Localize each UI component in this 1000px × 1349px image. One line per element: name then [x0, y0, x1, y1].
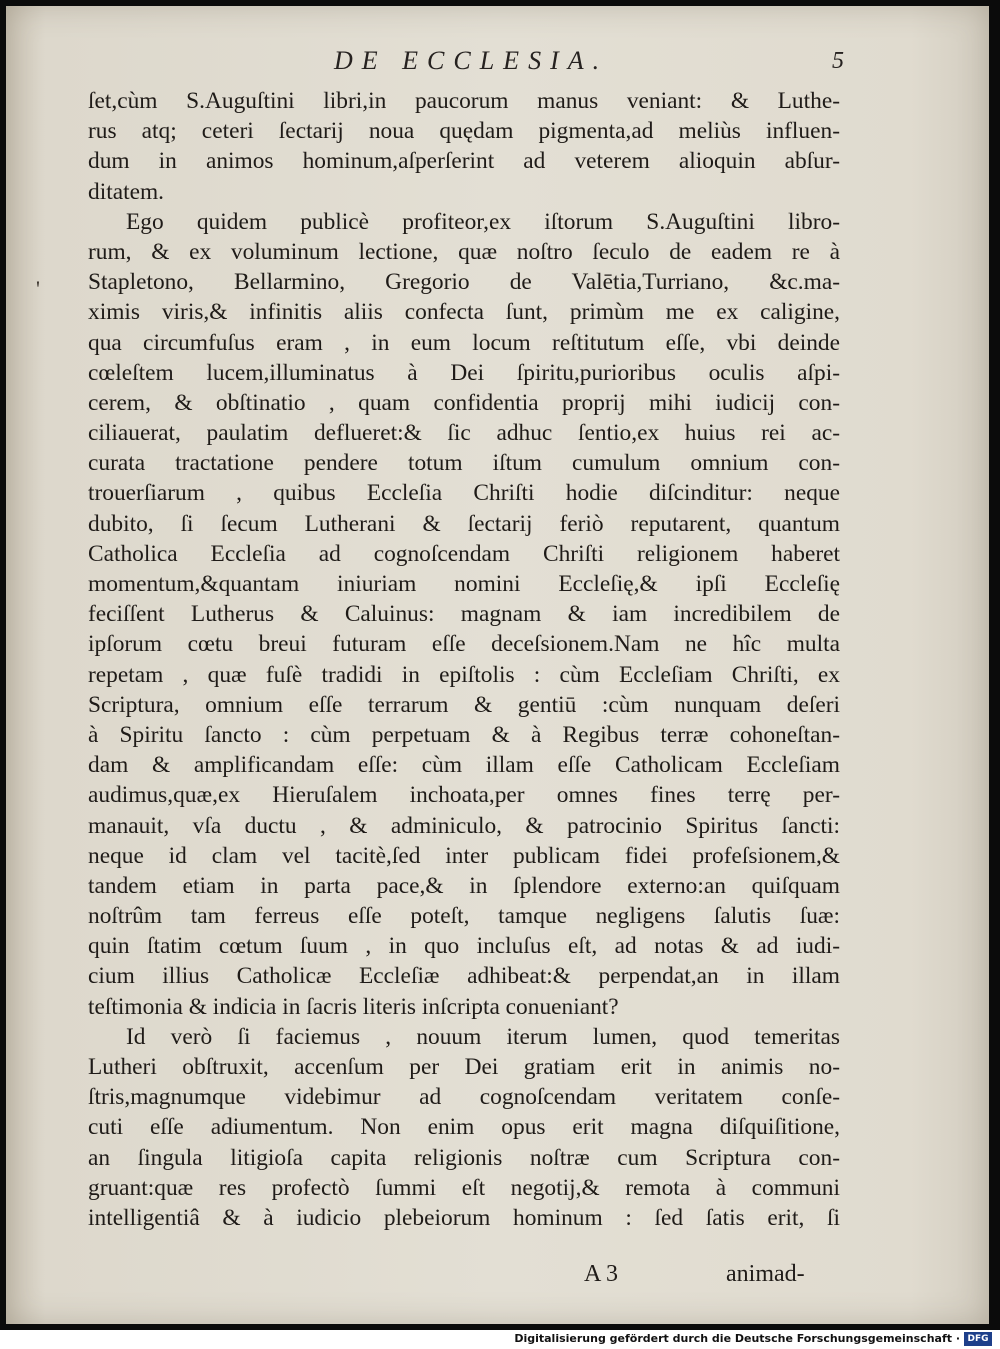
text-line: ditatem. [88, 178, 164, 205]
text-line: cerem, & obſtinatio , quam confidentia proprij mihi iudicij con- [88, 389, 840, 416]
text-line: dum in animos hominum,aſperſerint ad veterem alioquin abſur- [88, 148, 840, 175]
text-line: dubito, ſi ſecum Lutherani & ſectarij feriò reputarent, quantum [88, 510, 840, 537]
text-line: ipſorum cœtu breui futuram eſſe deceſsionem.Nam ne hîc multa [88, 631, 840, 658]
running-head: DE ECCLESIA. [334, 46, 609, 75]
text-line: teſtimonia & indicia in ſacris literis inſcripta conueniant? [88, 993, 619, 1020]
text-line: trouerſiarum , quibus Eccleſia Chriſti hodie diſcinditur: neque [88, 480, 840, 507]
body-text [88, 86, 840, 1233]
text-line: noſtrûm tam ferreus eſſe poteſt, tamque negligens ſalutis ſuæ: [88, 903, 840, 930]
text-line: cuti eſſe adiumentum. Non enim opus erit magna diſquiſitione, [88, 1114, 840, 1141]
text-line: ſtris,magnumque videbimur ad cognoſcendam veritatem conſe- [88, 1084, 840, 1111]
margin-mark: ' [36, 276, 40, 301]
page-header [6, 46, 989, 86]
text-line: ſet,cùm S.Auguſtini libri,in paucorum manus veniant: & Luthe- [88, 88, 840, 114]
credit-text: Digitalisierung gefördert durch die Deutsche Forschungsgemeinschaft · [514, 1332, 960, 1345]
text-line: an ſingula litigioſa capita religionis noſtræ cum Scriptura con- [88, 1144, 840, 1171]
text-line: intelligentiâ & à iudicio plebeiorum hominum : ſed ſatis erit, ſi [88, 1204, 840, 1231]
text-line: tandem etiam in parta pace,& in ſplendore externo:an quiſquam [88, 872, 840, 899]
text-line: momentum,&quantam iniuriam nomini Eccleſię,& ipſi Eccleſię [88, 571, 840, 597]
text-line: Lutheri obſtruxit, accenſum per Dei gratiam erit in animis no- [88, 1054, 840, 1080]
text-line: dam & amplificandam eſſe: cùm illam eſſe Catholicam Eccleſiam [88, 752, 840, 779]
text-line: neque id clam vel tacitè,ſed inter publicam fidei profeſsionem,& [88, 842, 840, 869]
dfg-logo-icon: DFG [964, 1332, 992, 1346]
text-line: Stapletono, Bellarmino, Gregorio de Valētia,Turriano, &c.ma- [88, 269, 840, 296]
catchword: animad- [726, 1261, 805, 1287]
text-line: feciſſent Lutherus & Caluinus: magnam & iam incredibilem de [88, 601, 840, 628]
text-line: manauit, vſa ductu , & adminiculo, & patrocinio Spiritus ſancti: [88, 812, 840, 839]
text-line: rus atq; ceteri ſectarij noua quędam pigmenta,ad meliùs influen- [88, 118, 840, 145]
page-number: 5 [832, 48, 844, 74]
text-line: repetam , quæ fuſè tradidi in epiſtolis : cùm Eccleſiam Chriſti, ex [88, 661, 840, 688]
text-line: Ego quidem publicè profiteor,ex iſtorum S.Auguſtini libro- [126, 208, 840, 235]
text-line: curata tractatione pendere totum iſtum cumulum omnium con- [88, 450, 840, 477]
book-page [6, 6, 989, 1324]
text-line: à Spiritu ſancto : cùm perpetuam & à Regibus terræ cohoneſtan- [88, 721, 840, 748]
text-line: quin ſtatim cœtum ſuum , in quo incluſus eſt, ad notas & ad iudi- [88, 933, 840, 960]
text-line: Id verò ſi faciemus , nouum iterum lumen, quod temeritas [126, 1023, 840, 1050]
text-line: qua circumfuſus eram , in eum locum reſtitutum eſſe, vbi deinde [88, 329, 840, 356]
text-line: rum, & ex voluminum lectione, quæ noſtro ſeculo de eadem re à [88, 238, 840, 265]
text-line: ciliauerat, paulatim deflueret:& ſic adhuc ſentio,ex huius rei ac- [88, 420, 840, 447]
text-line: cium illius Catholicæ Eccleſiæ adhibeat:& perpendat,an in illam [88, 963, 840, 990]
text-line: audimus,quæ,ex Hieruſalem inchoata,per omnes fines terrę per- [88, 782, 840, 809]
signature-mark: A 3 [584, 1261, 619, 1287]
text-line: gruant:quæ res profectò ſummi eſt negotij,& remota à communi [88, 1174, 840, 1201]
credit-bar [0, 1330, 1000, 1349]
text-line: Catholica Eccleſia ad cognoſcendam Chriſti religionem haberet [88, 540, 840, 567]
text-line: cœleſtem lucem,illuminatus à Dei ſpiritu,purioribus oculis aſpi- [88, 359, 840, 386]
text-line: Scriptura, omnium eſſe terrarum & gentiū :cùm nunquam deſeri [88, 691, 840, 718]
text-line: ximis viris,& infinitis aliis confecta ſunt, primùm me ex caligine, [88, 299, 840, 326]
